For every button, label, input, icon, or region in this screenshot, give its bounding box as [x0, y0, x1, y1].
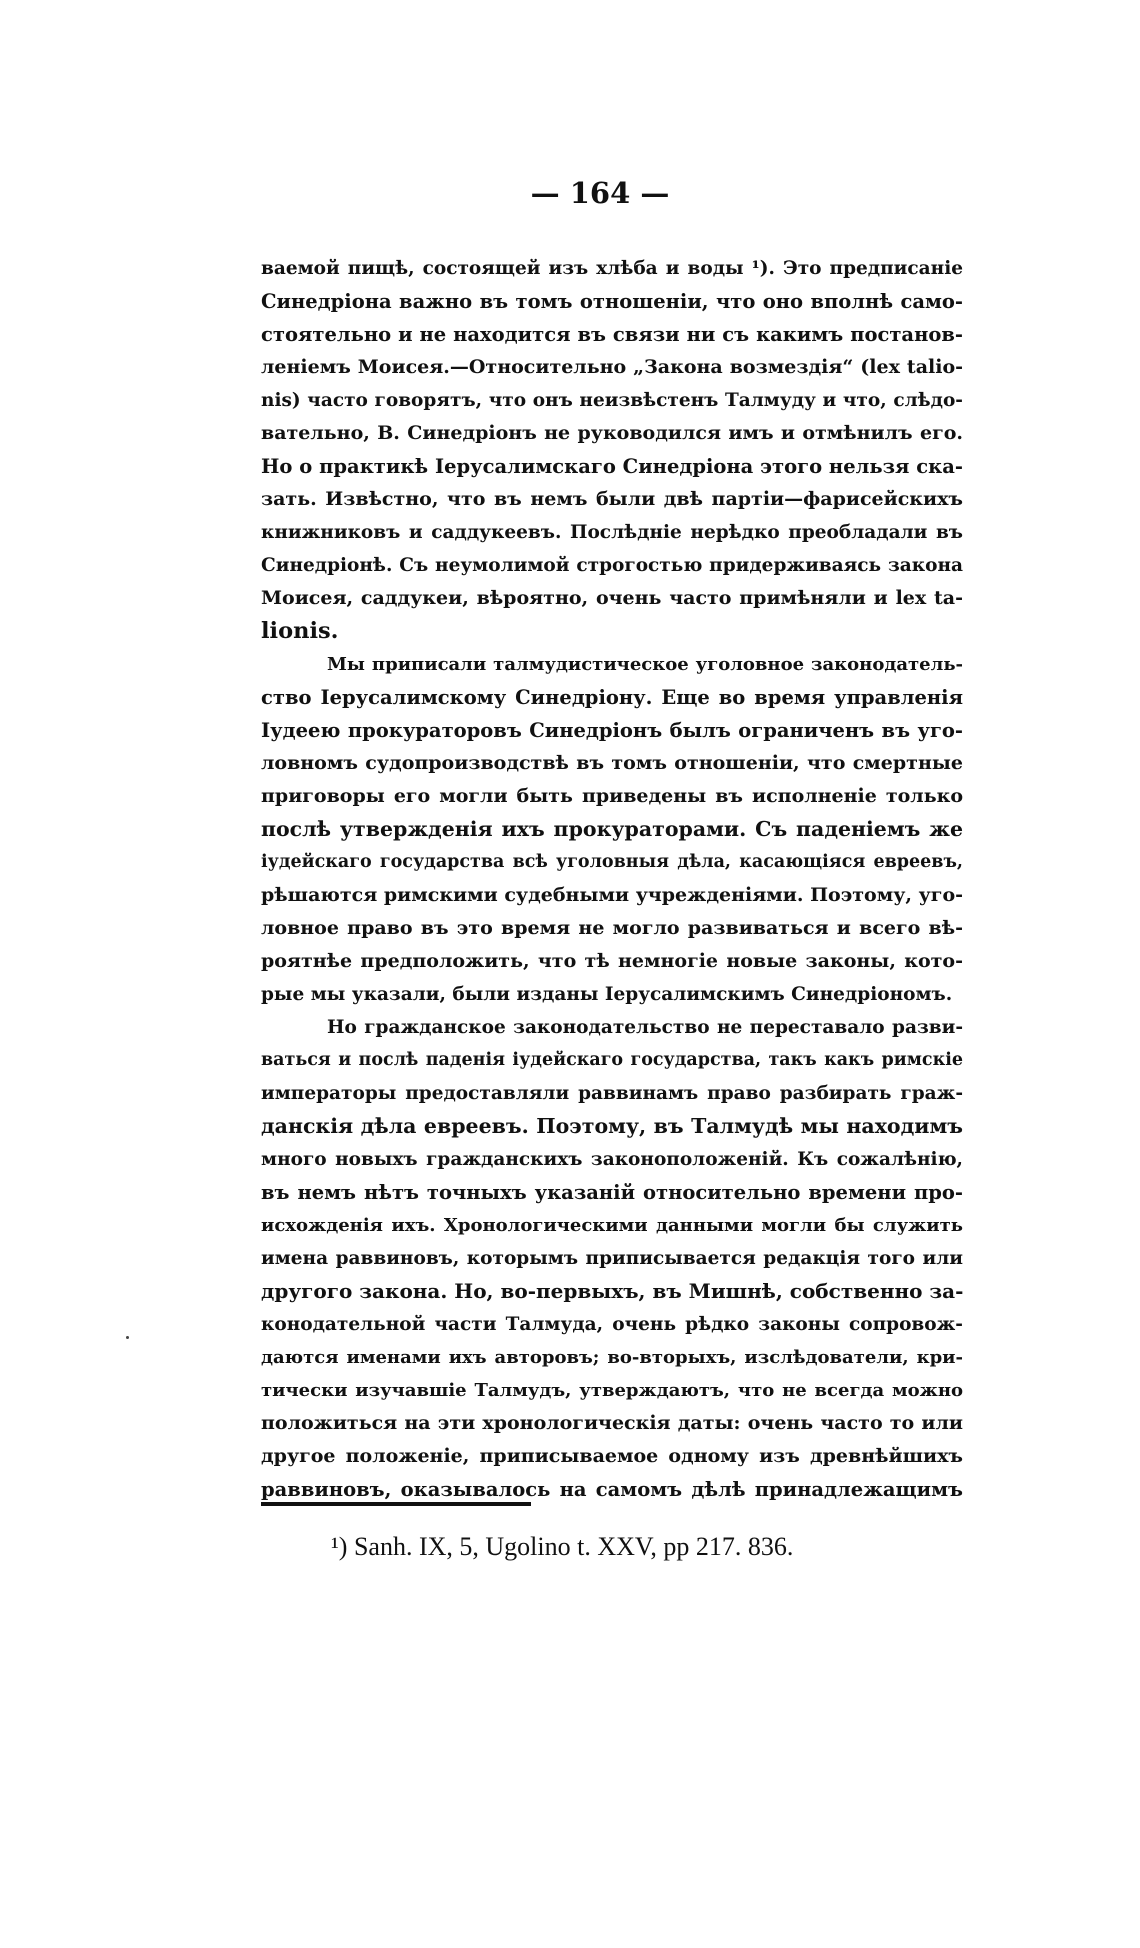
text-line: ваться и послѣ паденія іудейскаго государства, такъ какъ римскіе	[261, 1050, 963, 1070]
scan-speck	[126, 1336, 129, 1339]
text-line: Моисея, саддукеи, вѣроятно, очень часто примѣняли и lex ta-	[261, 587, 963, 609]
paragraph-1	[261, 252, 963, 648]
text-line: Но о практикѣ Іерусалимскаго Синедріона этого нельзя ска-	[261, 455, 963, 478]
footnote: ¹) Sanh. IX, 5, Ugolino t. XXV, pp 217. 836.	[331, 1532, 794, 1561]
text-line: леніемъ Моисея.—Относительно „Закона возмездія“ (lex talio-	[261, 356, 963, 378]
text-line: книжниковъ и саддукеевъ. Послѣдніе нерѣдко преобладали въ	[261, 522, 963, 543]
paragraph-3	[261, 1011, 963, 1506]
text-line: зать. Извѣстно, что въ немъ были двѣ партіи—фарисейскихъ	[261, 488, 963, 510]
text-line: конодательной части Талмуда, очень рѣдко законы сопровож-	[261, 1314, 963, 1335]
text-line: приговоры его могли быть приведены въ исполненіе только	[261, 785, 963, 807]
text-line: lionis.	[261, 618, 339, 644]
text-line: исхожденія ихъ. Хронологическими данными могли бы служить	[261, 1215, 963, 1236]
text-line: стоятельно и не находится въ связи ни съ какимъ постанов-	[261, 323, 963, 346]
text-line: nis) часто говорятъ, что онъ неизвѣстенъ Талмуду и что, слѣдо-	[261, 390, 963, 411]
text-line: Мы приписали талмудистическое уголовное законодатель-	[327, 654, 963, 675]
text-line: другое положеніе, приписываемое одному изъ древнѣйшихъ	[261, 1445, 963, 1467]
text-line: въ немъ нѣтъ точныхъ указаній относительно времени про-	[261, 1181, 963, 1204]
text-line: ство Іерусалимскому Синедріону. Еще во время управленія	[261, 686, 963, 709]
text-line: раввиновъ, оказывалось на самомъ дѣлѣ принадлежащимъ	[261, 1478, 963, 1501]
text-line: рѣшаются римскими судебными учрежденіями. Поэтому, уго-	[261, 884, 963, 906]
text-line: Іудеею прокураторовъ Синедріонъ былъ ограниченъ въ уго-	[261, 719, 963, 742]
text-line: другого закона. Но, во-первыхъ, въ Мишнѣ, собственно за-	[261, 1279, 964, 1303]
text-line: много новыхъ гражданскихъ законоположеній. Къ сожалѣнію,	[261, 1149, 963, 1170]
text-line: Синедріонѣ. Съ неумолимой строгостью придерживаясь закона	[261, 555, 963, 576]
text-line: послѣ утвержденія ихъ прокураторами. Съ паденіемъ же	[261, 817, 963, 841]
page-number: — 164 —	[530, 176, 670, 210]
text-line: данскія дѣла евреевъ. Поэтому, въ Талмудѣ мы находимъ	[261, 1114, 963, 1138]
footnote-rule	[261, 1502, 531, 1506]
text-line: рые мы указали, были изданы Іерусалимскимъ Синедріономъ.	[261, 984, 953, 1005]
text-line: ловное право въ это время не могло развиваться и всего вѣ-	[261, 917, 963, 939]
main-text	[261, 252, 963, 1506]
paragraph-2	[261, 648, 963, 1011]
text-line: тически изучавшіе Талмудъ, утверждаютъ, что не всегда можно	[261, 1380, 963, 1401]
text-line: іудейскаго государства всѣ уголовныя дѣла, касающіяся евреевъ,	[261, 852, 963, 872]
text-line: ловномъ судопроизводствѣ въ томъ отношеніи, что смертные	[261, 752, 963, 774]
text-line: Но гражданское законодательство не переставало разви-	[327, 1017, 963, 1038]
text-line: роятнѣе предположить, что тѣ немногіе новые законы, кото-	[261, 950, 963, 972]
text-line: ваемой пищѣ, состоящей изъ хлѣба и воды ¹). Это предписаніе	[261, 258, 963, 279]
text-line: вательно, В. Синедріонъ не руководился имъ и отмѣнилъ его.	[261, 422, 963, 444]
text-line: императоры предоставляли раввинамъ право разбирать граж-	[261, 1083, 963, 1104]
text-line: имена раввиновъ, которымъ приписывается редакція того или	[261, 1248, 963, 1269]
text-line: Синедріона важно въ томъ отношеніи, что оно вполнѣ само-	[261, 290, 963, 313]
text-line: даются именами ихъ авторовъ; во-вторыхъ, изслѣдователи, кри-	[261, 1347, 963, 1368]
text-line: положиться на эти хронологическія даты: очень часто то или	[261, 1412, 963, 1434]
